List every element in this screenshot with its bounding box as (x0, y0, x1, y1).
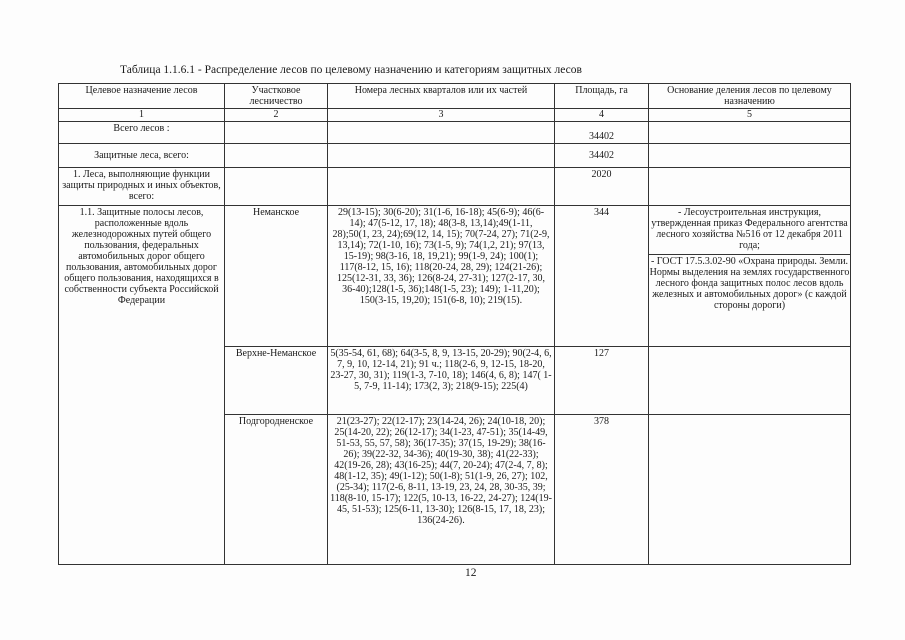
header-basis: Основание деления лесов по целевому назначению (649, 84, 851, 109)
table-row (59, 144, 851, 168)
quarters-list: 21(23-27); 22(12-17); 23(14-24, 26); 24(10-18, 20); 25(14-20, 22); 26(12-17); 34(1-23, 47-51); 35(14-49, 51-53, 55, 57, 58); 36(17-35); 37(15, 19-29); 38(16-26); 39(22-32, 34-36); 40(19-30, 38); 41(22-33); 42(19-26, 28); 43(16-25); 44(7, 20-24); 47(2-4, 7, 8); 48(1-12, 35); 49(1-12); 50(1-8); 51(1-9, 26, 27); 102,(25-34); 117(2-6, 8-11, 13-19, 23, 24, 28, 30-35, 39; 118(8-10, 15-17); 122(5, 10-13, 16-22, 24-27); 124(19-45, 51-53); 125(6-11, 13-30); 126(8-15, 17, 18, 23); 136(24-26). (328, 415, 555, 565)
group1-label: 1. Леса, выполняющие функции защиты природных и иных объектов, всего: (59, 168, 225, 206)
total-forests-label: Всего лесов : (59, 122, 225, 144)
district-area: 378 (555, 415, 649, 565)
column-number-row (59, 109, 851, 122)
header-district: Участковое лесничество (225, 84, 328, 109)
table-row (59, 122, 851, 144)
district-area: 344 (555, 206, 649, 347)
column-number: 1 (59, 109, 225, 122)
header-row (59, 84, 851, 109)
page-number: 12 (465, 567, 477, 579)
column-number: 3 (328, 109, 555, 122)
quarters-list: 5(35-54, 61, 68); 64(3-5, 8, 9, 13-15, 20-29); 90(2-4, 6, 7, 9, 10, 12-14, 21); 91 ч.; 118(2-6, 9, 12-15, 18-20, 23-27, 30, 31); 119(1-3, 7-10, 18); 146(4, 6, 8); 147( 1-5, 7-9, 11-14); 173(2, 3); 218(9-15); 225(4) (328, 347, 555, 415)
group1-area: 2020 (555, 168, 649, 206)
district-name: Верхне-Неманское (225, 347, 328, 415)
basis-gost: - ГОСТ 17.5.3.02-90 «Охрана природы. Земли. Нормы выделения на землях государственного лесного фонда защитных полос лесов вдоль железных и автомобильных дорог» (с каждой стороны дороги) (649, 256, 850, 311)
group1-1-label: 1.1. Защитные полосы лесов, расположенные вдоль железнодорожных путей общего пользования, федеральных автомобильных дорог общего пользования, автомобильных дорог общего пользования, находящихся в собственности субъекта Российской Федерации (59, 206, 225, 565)
header-purpose: Целевое назначение лесов (59, 84, 225, 109)
table-row (59, 206, 851, 347)
quarters-list: 29(13-15); 30(6-20); 31(1-6, 16-18); 45(6-9); 46(6-14); 47(5-12, 17, 18); 48(3-8, 13,14);49(1-11, 28);50(1, 23, 24);69(12, 14, 15); 70(7-24, 27); 71(2-9, 13,14); 72(1-10, 16); 73(1-5, 9); 74(1,2, 21); 97(13, 15-19); 98(3-16, 18, 19,21); 99(1-9, 24); 100(1); 117(8-12, 15, 16); 118(20-24, 28, 29); 124(21-26); 125(12-31, 33, 36); 126(8-24, 27-31); 127(2-17, 30, 36-40);128(1-5, 36);148(1-5, 23); 149); 1-11,20); 150(3-15, 19,20); 151(6-8, 10); 219(15). (328, 206, 555, 347)
basis-cell (649, 206, 851, 347)
table-row (59, 168, 851, 206)
protective-total-area: 34402 (555, 144, 649, 168)
total-forests-area: 34402 (555, 122, 649, 144)
header-area: Площадь, га (555, 84, 649, 109)
district-area: 127 (555, 347, 649, 415)
column-number: 5 (649, 109, 851, 122)
header-quarters: Номера лесных кварталов или их частей (328, 84, 555, 109)
column-number: 4 (555, 109, 649, 122)
column-number: 2 (225, 109, 328, 122)
district-name: Неманское (225, 206, 328, 347)
forest-distribution-table (58, 83, 851, 565)
basis-instruction: - Лесоустроительная инструкция, утвержденная приказ Федерального агентства лесного хозяйства №516 от 12 декабря 2011 года; (651, 207, 848, 251)
table-title: Таблица 1.1.6.1 - Распределение лесов по целевому назначению и категориям защитных лесов (120, 64, 582, 76)
protective-total-label: Защитные леса, всего: (59, 144, 225, 168)
district-name: Подгородненское (225, 415, 328, 565)
